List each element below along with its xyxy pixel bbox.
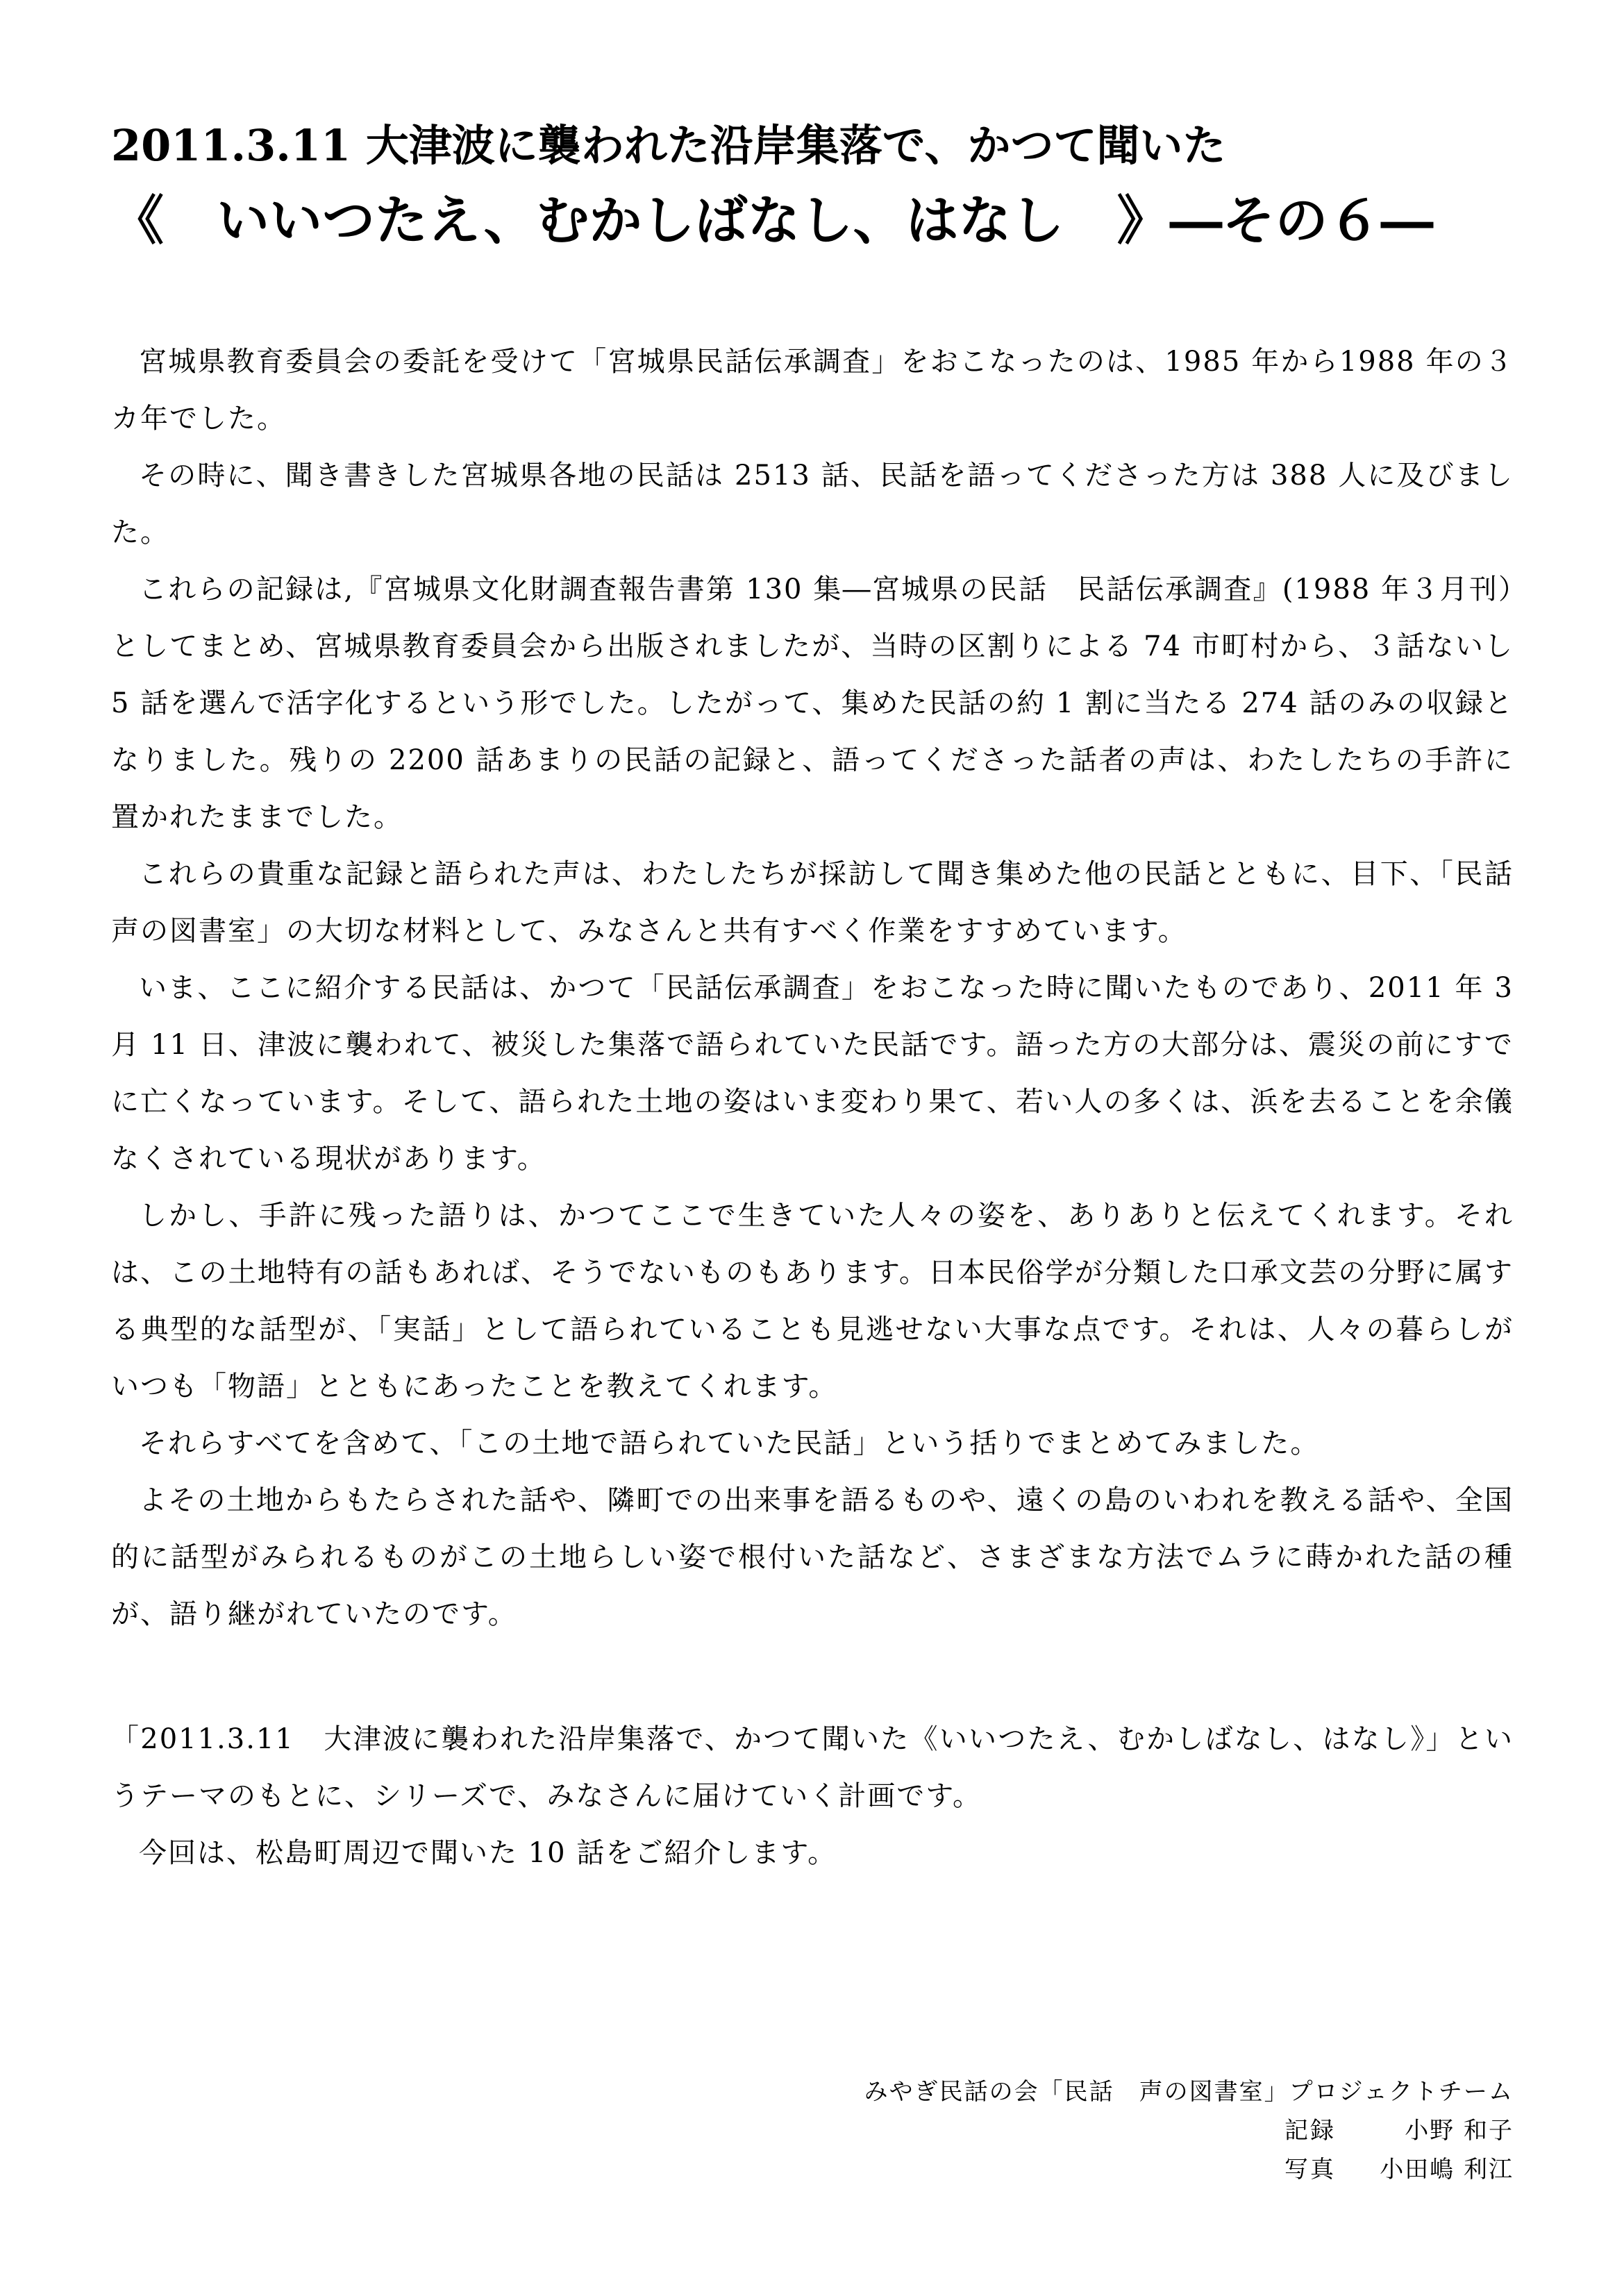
credit-record-name: 小野 和子 bbox=[1405, 2117, 1514, 2145]
paragraph: いま、ここに紹介する民話は、かつて「民話伝承調査」をおこなった時に聞いたものであり、2011 年 3 月 11 日、津波に襲われて、被災した集落で語られていた民話です。語った方の大部分は、震災の前にすでに亡くなっています。そして、語られた土地の姿はいま変わり果て、若い人の多くは、浜を去ることを余儀なくされている現状があります。 bbox=[111, 972, 1514, 1175]
closing-paragraph: 今回は、松島町周辺で聞いた 10 話をご紹介します。 bbox=[139, 1837, 837, 1869]
paragraph: しかし、手許に残った語りは、かつてここで生きていた人々の姿を、ありありと伝えてくれます。それは、この土地特有の話もあれば、そうでないものもあります。日本民俗学が分類した口承文芸の分野に属する典型的な話型が、「実話」として語られていることも見逃せない大事な点です。それは、人々の暮らしがいつも「物語」とともにあったことを教えてくれます。 bbox=[111, 1200, 1514, 1402]
title-block bbox=[111, 111, 1521, 261]
closing-paragraph: 「2011.3.11 大津波に襲われた沿岸集落で、かつて聞いた《いいつたえ、むかしばなし、はなし》」というテーマのもとに、シリーズで、みなさんに届けていく計画です。 bbox=[111, 1723, 1514, 1812]
credit-record-role: 記録 bbox=[1284, 2117, 1336, 2145]
credit-photo-row bbox=[625, 2150, 1514, 2189]
paragraph: 宮城県教育委員会の委託を受けて「宮城県民話伝承調査」をおこなったのは、1985 年から1988 年の３カ年でした。 bbox=[111, 346, 1514, 435]
credit-organization: みやぎ民話の会「民話 声の図書室」プロジェクトチーム bbox=[864, 2078, 1514, 2106]
paragraph: それらすべてを含めて、「この土地で語られていた民話」という括りでまとめてみました。 bbox=[139, 1427, 1320, 1459]
paragraph: その時に、聞き書きした宮城県各地の民話は 2513 話、民話を語ってくださった方は 388 人に及びました。 bbox=[111, 460, 1514, 548]
body-text bbox=[111, 333, 1543, 1882]
title-line-date: 2011.3.11 大津波に襲われた沿岸集落で、かつて聞いた bbox=[111, 120, 1226, 171]
paragraph: よその土地からもたらされた話や、隣町での出来事を語るものや、遠くの島のいわれを教える話や、全国的に話型がみられるものがこの土地らしい姿で根付いた話など、さまざまな方法でムラに蒔かれた話の種が、語り継がれていたのです。 bbox=[111, 1484, 1514, 1630]
credits bbox=[625, 2072, 1514, 2189]
credit-photo-name: 小田嶋 利江 bbox=[1380, 2156, 1514, 2184]
paragraph: これらの貴重な記録と語られた声は、わたしたちが採訪して聞き集めた他の民話とともに、目下、「民話 声の図書室」の大切な材料として、みなさんと共有すべく作業をすすめています。 bbox=[111, 858, 1543, 947]
credit-record-row bbox=[625, 2111, 1514, 2150]
paragraph: これらの記録は,『宮城県文化財調査報告書第 130 集―宮城県の民話 民話伝承調査』(1988 年３月刊）としてまとめ、宮城県教育委員会から出版されましたが、当時の区割りによる 74 市町村から、３話ないし 5 話を選んで活字化するという形でした。したがって、集めた民話の約 1 割に当たる 274 話のみの収録となりました。残りの 2200 話あまりの民話の記録と、語ってくださった話者の声は、わたしたちの手許に置かれたままでした。 bbox=[111, 573, 1514, 833]
paragraph-gap bbox=[111, 1643, 1514, 1711]
credit-photo-role: 写真 bbox=[1284, 2156, 1336, 2184]
title-line-series: 《 いいつたえ、むかしばなし、はなし 》―その６― bbox=[111, 190, 1434, 251]
